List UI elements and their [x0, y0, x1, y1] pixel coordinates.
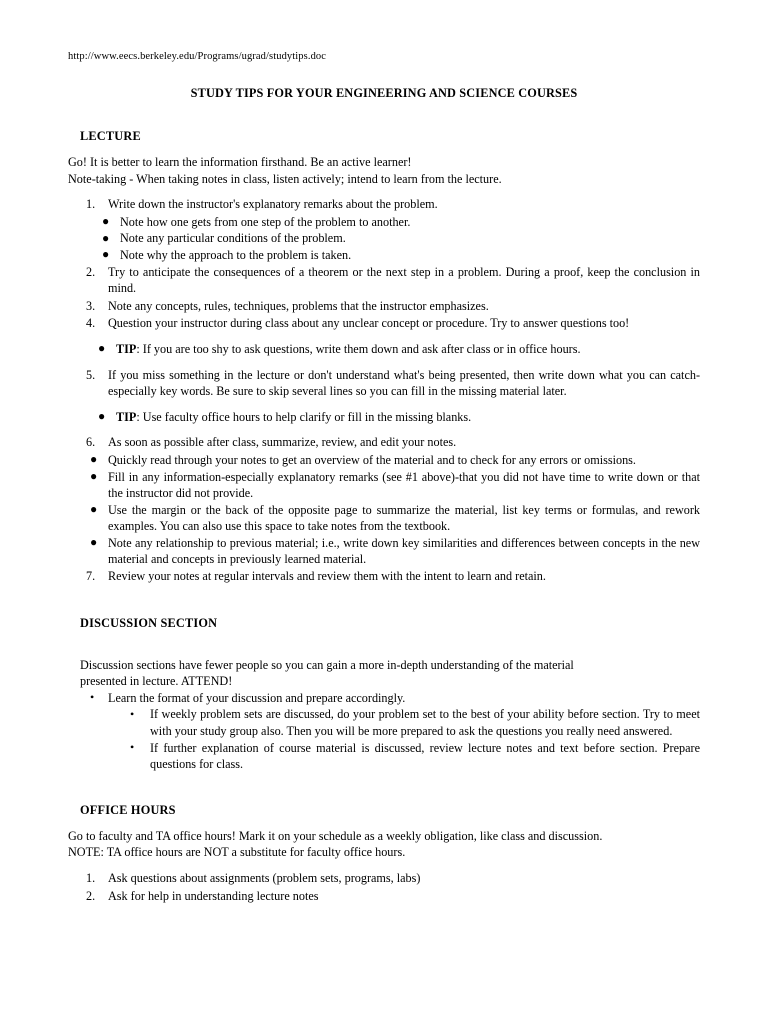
list-item	[68, 706, 700, 739]
bullet-icon: ●	[102, 247, 110, 262]
bullet-icon: ●	[90, 469, 98, 483]
bullet-icon: ●	[98, 341, 106, 356]
page-title: STUDY TIPS FOR YOUR ENGINEERING AND SCIENCE COURSES	[190, 86, 578, 100]
list-item-text: : Use faculty office hours to help clarify or fill in the missing blanks.	[136, 409, 472, 424]
office-hours-numbered-list	[68, 870, 700, 904]
list-item	[68, 452, 700, 469]
bullet-icon: ●	[102, 230, 110, 245]
list-item-text: Note any relationship to previous material; i.e., write down key similarities and differences between concepts in the new material and concepts in previously learned material.	[108, 535, 700, 567]
list-item-text: If you miss something in the lecture or don't understand what's being presented, then write down what you can catch-especially key words. Be sure to skip several lines so you can fill in the missing material later.	[108, 367, 700, 399]
list-item	[68, 230, 700, 247]
list-item	[68, 409, 700, 426]
lecture-intro-line-1: Go! It is better to learn the information firsthand. Be an active learner!	[68, 155, 412, 169]
bullet-icon: •	[90, 690, 95, 705]
office-hours-intro-line-1: Go to faculty and TA office hours! Mark it on your schedule as a weekly obligation, like class and discussion.	[68, 828, 603, 843]
section-heading-lecture: LECTURE	[80, 129, 141, 143]
discussion-bullet-list	[68, 690, 700, 707]
list-item	[68, 264, 700, 297]
list-item-text: Learn the format of your discussion and prepare accordingly.	[108, 690, 406, 705]
list-item-text: As soon as possible after class, summarize, review, and edit your notes.	[108, 435, 457, 450]
discussion-intro	[68, 657, 700, 690]
list-item-number: 1.	[86, 197, 96, 212]
discussion-intro-line-1: Discussion sections have fewer people so you can gain a more in-depth understanding of the material	[80, 657, 574, 672]
list-item	[68, 690, 700, 707]
lecture-numbered-list-part-2	[68, 264, 700, 332]
list-item-text: Review your notes at regular intervals and review them with the intent to learn and retain.	[108, 569, 546, 584]
list-item-number: 5.	[86, 367, 96, 382]
list-item-number: 6.	[86, 435, 96, 450]
list-item	[68, 888, 700, 905]
bullet-icon: ●	[102, 214, 110, 229]
lecture-numbered-list-part-5	[68, 568, 700, 585]
list-item-text: Use the margin or the back of the opposite page to summarize the material, list key terms or formulas, and rework examples. You can also use this space to take notes from the textbook.	[108, 502, 700, 534]
list-item	[68, 315, 700, 332]
list-item-number: 3.	[86, 298, 96, 313]
bullet-icon: ●	[98, 409, 106, 424]
list-item	[68, 367, 700, 400]
lecture-numbered-list-part-3	[68, 367, 700, 400]
lecture-intro-line-2: Note-taking - When taking notes in class, listen actively; intend to learn from the lecture.	[68, 171, 502, 186]
list-item-number: 2.	[86, 888, 96, 903]
list-item-text: Note any concepts, rules, techniques, problems that the instructor emphasizes.	[108, 298, 489, 313]
tip-label: TIP	[116, 409, 137, 424]
list-item-number: 2.	[86, 264, 96, 279]
lecture-numbered-list-part-1	[68, 196, 700, 213]
lecture-tip-1	[68, 341, 700, 358]
list-item-text: Ask questions about assignments (problem sets, programs, labs)	[108, 871, 421, 885]
list-item-text: Quickly read through your notes to get an overview of the material and to check for any errors or omissions.	[108, 452, 636, 467]
tip-label: TIP	[116, 341, 137, 356]
list-item	[68, 298, 700, 315]
list-item	[68, 434, 700, 451]
source-url: http://www.eecs.berkeley.edu/Programs/ugrad/studytips.doc	[68, 51, 327, 62]
section-heading-discussion: DISCUSSION SECTION	[80, 615, 218, 630]
list-item	[68, 214, 700, 231]
section-heading-office-hours: OFFICE HOURS	[80, 802, 176, 817]
list-item-text: If further explanation of course material is discussed, review lecture notes and text before section. Prepare questions for class.	[150, 740, 700, 772]
list-item-text: : If you are too shy to ask questions, write them down and ask after class or in office hours.	[136, 341, 581, 356]
discussion-sublist	[68, 706, 700, 772]
bullet-icon: ●	[90, 502, 98, 517]
lecture-item-1-sublist	[68, 214, 700, 264]
list-item-text: Question your instructor during class about any unclear concept or procedure. Try to answer questions too!	[108, 316, 630, 331]
list-item-number: 7.	[86, 569, 96, 584]
list-item-text: Write down the instructor's explanatory remarks about the problem.	[108, 197, 438, 212]
list-item-text: Fill in any information-especially explanatory remarks (see #1 above)-that you did not have time to write down or that the instructor did not provide.	[108, 469, 700, 501]
bullet-icon: ●	[90, 535, 98, 550]
list-item-text: If weekly problem sets are discussed, do your problem set to the best of your ability before section. Try to meet with your study group also. Then you will be more prepared to ask the questions you really need answered.	[150, 707, 700, 739]
list-item-text: Note any particular conditions of the problem.	[120, 231, 346, 246]
list-item	[68, 341, 700, 358]
list-item	[68, 196, 700, 213]
lecture-tip-2	[68, 409, 700, 426]
list-item	[68, 535, 700, 568]
list-item-text: Note how one gets from one step of the problem to another.	[120, 214, 411, 229]
list-item	[68, 870, 700, 887]
list-item	[68, 247, 700, 264]
list-item-text: Try to anticipate the consequences of a theorem or the next step in a problem. During a proof, keep the conclusion in mind.	[108, 264, 700, 296]
discussion-intro-line-2: presented in lecture. ATTEND!	[80, 674, 233, 689]
bullet-icon: •	[130, 740, 135, 755]
list-item	[68, 568, 700, 585]
bullet-icon: •	[130, 706, 135, 721]
list-item-number: 4.	[86, 316, 96, 331]
list-item-text: Ask for help in understanding lecture notes	[108, 888, 319, 903]
list-item	[68, 740, 700, 773]
list-item-text: Note why the approach to the problem is taken.	[120, 247, 352, 262]
list-item	[68, 502, 700, 535]
lecture-item-6-sublist	[68, 452, 700, 568]
bullet-icon: ●	[90, 452, 98, 467]
list-item-number: 1.	[86, 871, 96, 885]
lecture-numbered-list-part-4	[68, 434, 700, 451]
list-item	[68, 469, 700, 502]
office-hours-intro-line-2: NOTE: TA office hours are NOT a substitute for faculty office hours.	[68, 845, 406, 860]
